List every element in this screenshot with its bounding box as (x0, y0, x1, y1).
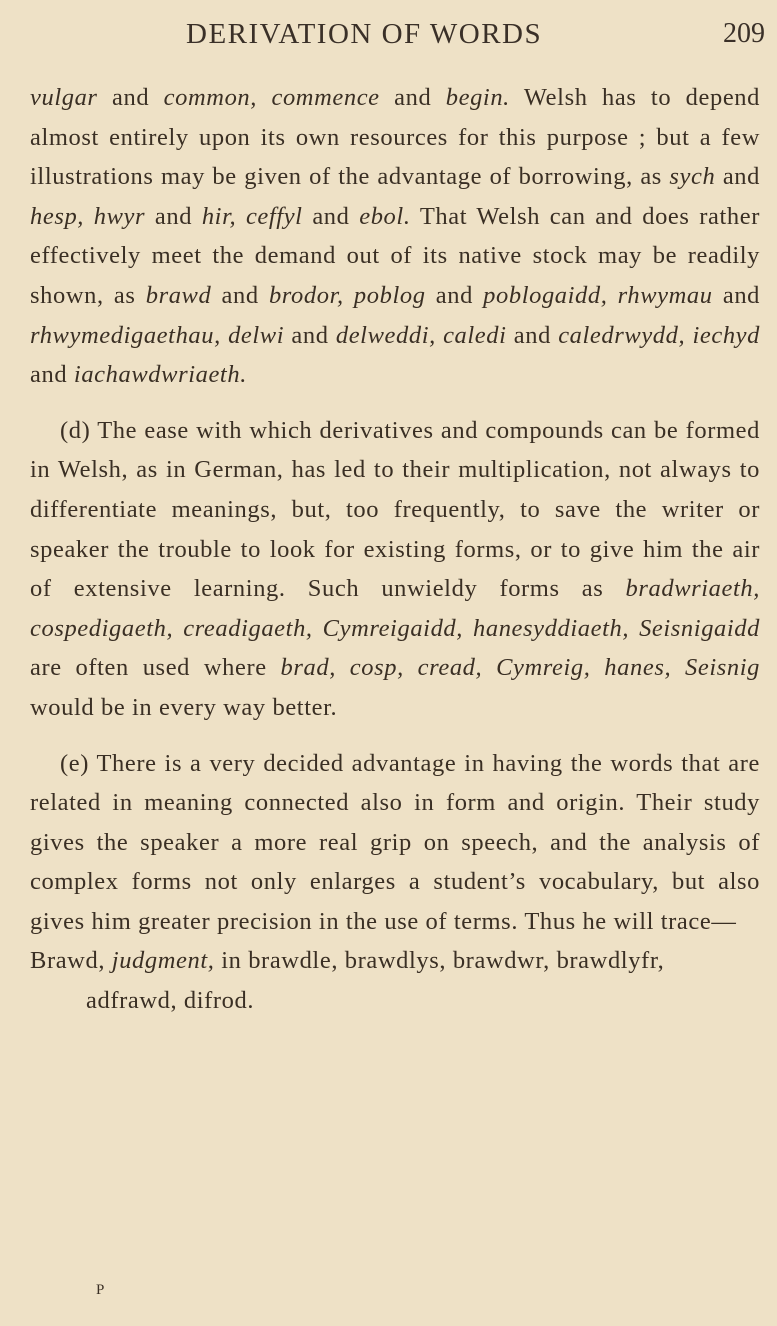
text-run: and (425, 281, 484, 309)
page-number: 209 (723, 18, 765, 49)
italic-word-run: caledrwydd, iechyd (558, 321, 761, 349)
italic-word-run: vulgar (30, 84, 98, 111)
text-run: and (145, 202, 202, 230)
text-run: and (97, 84, 164, 111)
text-run: That Welsh can and does rather effectively meet the demand out of its native stock may be readily shown, as (30, 202, 760, 309)
example-line (30, 941, 760, 1020)
text-run: and (712, 281, 761, 309)
text-run: would be in every way better. (30, 693, 338, 721)
text-run: and (302, 202, 360, 230)
text-run: (d) The ease with which derivatives and compounds can be formed in Welsh, as in German, has led to their multiplication, not always to differentiate meanings, but, too frequently, to save the writer or speaker the trouble to look for existing forms, or to give him the air of extensive learning. Such unwieldy forms as (30, 416, 760, 603)
text-run: and (715, 163, 760, 191)
text-run: and (30, 361, 74, 389)
text-run: and (379, 84, 446, 111)
text-run: and (284, 321, 336, 349)
text-run: Brawd, (30, 947, 112, 975)
italic-word-run: delweddi, caledi (335, 321, 507, 349)
italic-word-run: ebol. (359, 202, 411, 230)
italic-word-run: brodor, poblog (268, 281, 426, 309)
italic-word-run: rhwymedigaethau, delwi (30, 321, 285, 349)
text-run: and (506, 321, 559, 349)
paragraph-e (30, 744, 760, 942)
italic-word-run: brawd (145, 281, 212, 309)
paragraph-c (30, 78, 760, 395)
italic-word-run: poblogaidd, rhwymau (483, 281, 713, 309)
text-run: and (211, 281, 269, 309)
text-run: in brawdle, brawdlys, brawdwr, brawdlyfr, adfrawd, difrod. (86, 947, 665, 1015)
italic-word-run: iachawdwriaeth. (73, 361, 247, 389)
italic-word-run: brad, cosp, cread, Cymreig, hanes, Seisnig (280, 654, 760, 682)
italic-word-run: begin. (445, 84, 510, 111)
signature-mark: P (96, 1282, 106, 1298)
italic-word-run: judgment, (111, 947, 215, 975)
text-run: (e) There is a very decided advantage in having the words that are related in meaning connected also in form and origin. Their study gives the speaker a more real grip on speech, and the analysis of complex forms not only enlarges a student’s vocabulary, but also gives him greater precision in the use of terms. Thus he will trace— (30, 749, 760, 935)
italic-word-run: bradwriaeth, cospedigaeth, creadigaeth, Cymreigaidd, hanesyddiaeth, Seisnigaidd (30, 575, 760, 642)
body-text (30, 78, 760, 1021)
italic-word-run: hir, ceffyl (201, 202, 303, 230)
page-header (0, 14, 777, 64)
paragraph-d (30, 411, 760, 728)
italic-word-run: sych (669, 163, 716, 191)
running-head: DERIVATION OF WORDS (186, 18, 543, 50)
italic-word-run: hesp, hwyr (30, 202, 146, 230)
text-run: Welsh has to depend almost entirely upon its own resources for this purpose ; but a few illustrations may be given of the advantage of borrowing, as (30, 84, 760, 191)
text-run: are often used where (30, 654, 281, 682)
italic-word-run: common, commence (163, 84, 380, 111)
